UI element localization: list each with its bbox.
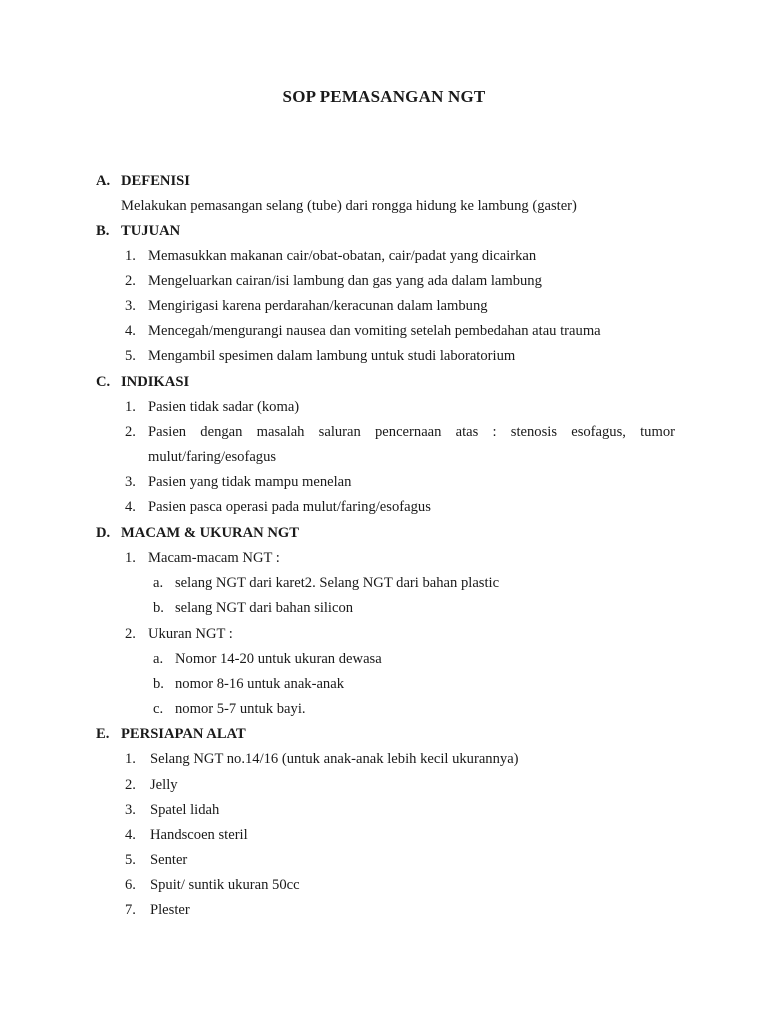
list-item-number: 6. [125, 877, 136, 893]
section-d-heading: MACAM & UKURAN NGT [121, 525, 299, 541]
list-item-number: 3. [125, 298, 136, 314]
list-item-number: 7. [125, 902, 136, 918]
list-item: Pasien pasca operasi pada mulut/faring/esofagus [148, 499, 431, 515]
section-b-label: B. [96, 223, 110, 239]
list-item-number: 4. [125, 323, 136, 339]
section-c-label: C. [96, 374, 111, 390]
list-item: Spatel lidah [150, 802, 220, 818]
sub-item: selang NGT dari bahan silicon [175, 600, 354, 616]
list-item: Pasien yang tidak mampu menelan [148, 474, 352, 490]
list-item: Mengeluarkan cairan/isi lambung dan gas yang ada dalam lambung [148, 273, 542, 289]
list-item-number: 1. [125, 751, 136, 767]
list-item: Handscoen steril [150, 827, 248, 843]
list-item: Selang NGT no.14/16 (untuk anak-anak lebih kecil ukurannya) [150, 751, 519, 767]
list-item-number: 4. [125, 499, 136, 515]
list-item: Pasien dengan masalah saluran pencernaan atas : stenosis esofagus, tumor [148, 424, 675, 440]
list-item-number: 1. [125, 399, 136, 415]
list-item: Plester [150, 902, 190, 918]
list-item-number: 4. [125, 827, 136, 843]
list-item-number: 5. [125, 348, 136, 364]
list-item-number: 1. [125, 248, 136, 264]
list-item-number: 2. [125, 273, 136, 289]
list-item: Mengirigasi karena perdarahan/keracunan dalam lambung [148, 298, 488, 314]
section-a-label: A. [96, 173, 111, 189]
section-c-heading: INDIKASI [121, 374, 190, 390]
section-a-text: Melakukan pemasangan selang (tube) dari rongga hidung ke lambung (gaster) [121, 198, 577, 214]
list-item: Ukuran NGT : [148, 626, 233, 642]
list-item-continuation: mulut/faring/esofagus [148, 449, 277, 465]
section-a-heading: DEFENISI [121, 173, 190, 189]
document-title: SOP PEMASANGAN NGT [282, 87, 486, 106]
list-item-number: 5. [125, 852, 136, 868]
sub-item-letter: b. [153, 676, 164, 692]
list-item-number: 3. [125, 474, 136, 490]
sub-item: nomor 8-16 untuk anak-anak [175, 676, 344, 692]
sub-item-letter: b. [153, 600, 164, 616]
list-item-number: 2. [125, 626, 136, 642]
section-b-heading: TUJUAN [121, 223, 181, 239]
list-item: Macam-macam NGT : [148, 550, 280, 566]
list-item: Spuit/ suntik ukuran 50cc [150, 877, 300, 893]
section-d-label: D. [96, 525, 111, 541]
section-e-heading: PERSIAPAN ALAT [121, 726, 246, 742]
list-item: Memasukkan makanan cair/obat-obatan, cair/padat yang dicairkan [148, 248, 537, 264]
sub-item-letter: a. [153, 651, 164, 667]
list-item-number: 2. [125, 424, 136, 440]
list-item-number: 3. [125, 802, 136, 818]
sub-item-letter: a. [153, 575, 164, 591]
list-item: Mencegah/mengurangi nausea dan vomiting setelah pembedahan atau trauma [148, 323, 601, 339]
list-item-number: 1. [125, 550, 136, 566]
section-e-label: E. [96, 726, 110, 742]
list-item: Jelly [150, 777, 178, 793]
sub-item: Nomor 14-20 untuk ukuran dewasa [175, 651, 382, 667]
sub-item: nomor 5-7 untuk bayi. [175, 701, 306, 717]
sub-item: selang NGT dari karet2. Selang NGT dari bahan plastic [175, 575, 500, 591]
list-item-number: 2. [125, 777, 136, 793]
list-item: Senter [150, 852, 188, 868]
sub-item-letter: c. [153, 701, 164, 717]
list-item: Mengambil spesimen dalam lambung untuk studi laboratorium [148, 348, 516, 364]
list-item: Pasien tidak sadar (koma) [148, 399, 300, 415]
